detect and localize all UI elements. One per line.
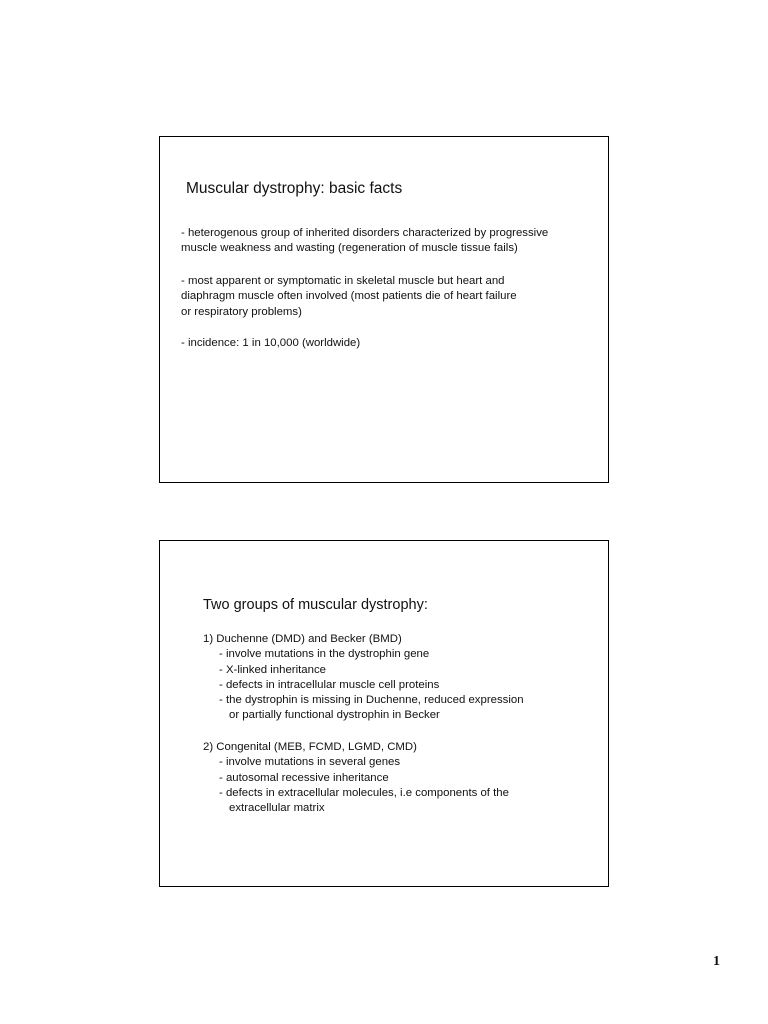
page-number: 1 [713, 954, 720, 969]
group-heading: 2) Congenital (MEB, FCMD, LGMD, CMD) [203, 741, 417, 753]
slide-basic-facts [159, 136, 609, 483]
list-item: - defects in extracellular molecules, i.e components of the [219, 786, 509, 799]
bullet-paragraph [181, 336, 360, 351]
slide-title: Two groups of muscular dystrophy: [203, 597, 428, 613]
list-item: - defects in intracellular muscle cell proteins [219, 678, 440, 691]
group-congenital [203, 740, 509, 816]
list-item-continuation: extracellular matrix [229, 802, 325, 815]
slide-two-groups [159, 540, 609, 887]
slide-title: Muscular dystrophy: basic facts [186, 180, 403, 197]
text-line: or respiratory problems) [181, 305, 302, 318]
list-item-continuation: or partially functional dystrophin in Becker [229, 709, 440, 722]
text-line: - heterogenous group of inherited disorders characterized by progressive [181, 227, 549, 239]
list-item: - autosomal recessive inheritance [219, 771, 389, 784]
bullet-paragraph [181, 274, 517, 320]
group-duchenne-becker [203, 632, 524, 724]
list-item: - involve mutations in the dystrophin gene [219, 648, 430, 661]
group-heading: 1) Duchenne (DMD) and Becker (BMD) [203, 633, 402, 645]
bullet-paragraph [181, 226, 548, 257]
text-line: muscle weakness and wasting (regeneration of muscle tissue fails) [181, 242, 518, 255]
list-item: - involve mutations in several genes [219, 756, 401, 769]
list-item: - the dystrophin is missing in Duchenne, reduced expression [219, 694, 524, 707]
text-line: - most apparent or symptomatic in skeletal muscle but heart and [181, 275, 505, 287]
list-item: - X-linked inheritance [219, 663, 326, 676]
text-line: - incidence: 1 in 10,000 (worldwide) [181, 337, 361, 349]
text-line: diaphragm muscle often involved (most patients die of heart failure [181, 290, 517, 303]
